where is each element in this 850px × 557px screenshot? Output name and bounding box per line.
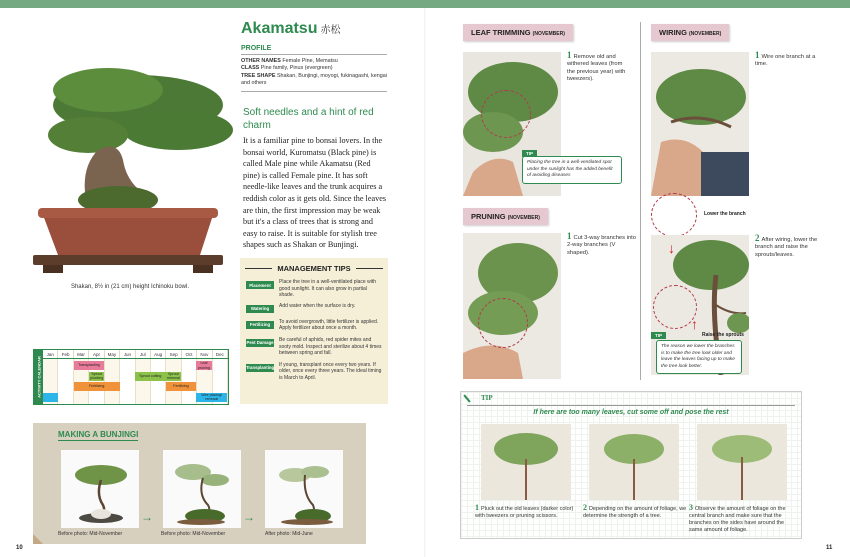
section-title: LEAF TRIMMING xyxy=(471,28,531,37)
step-number: 3 xyxy=(689,503,693,512)
calendar-bar: Sprout plucking xyxy=(90,371,104,380)
tip-text: If young, transplant once every two years. If older, once every three years. The ideal timing is March to April. xyxy=(279,361,382,381)
step-number: 2 xyxy=(755,233,760,243)
pruning-step-1 xyxy=(567,233,637,257)
tip-row-watering xyxy=(246,303,382,313)
calendar-month-column xyxy=(58,359,73,404)
tip-text: To avoid overgrowth, little fertilizer is applied. Apply fertilizer about once a month. xyxy=(279,318,379,332)
step-text: Pluck out the old leaves (darker color) with tweezers or pruning scissors. xyxy=(475,506,574,519)
body-paragraph: It is a familiar pine to bonsai lovers. In the bonsai world, Kuromatsu (Black pine) is called Male pine while Akamatsu (Red pine) is called Female pine. It has soft needle-like leaves and the trunk acquires a reddish color as it gets old. Since the leaves are thin, the first impression may be weak but it's a class of trees that is strong and easy to raise. It is suitable for stylish tree shapes such as Shakan or Bunjingi. xyxy=(243,136,387,250)
section-month: (NOVEMBER) xyxy=(532,31,565,37)
wiring-step-1 xyxy=(755,52,820,69)
highlight-circle xyxy=(478,298,528,348)
top-color-band xyxy=(0,0,850,8)
calendar-month-header: Apr xyxy=(89,350,104,358)
calendar-month-header: May xyxy=(105,350,120,358)
main-photo-caption: Shakan, 8½ in (21 cm) height Ichinoku bowl. xyxy=(70,284,190,290)
bunjingi-photo-1 xyxy=(61,450,139,528)
arrow-up-icon: ↑ xyxy=(691,316,698,332)
calendar-month-header: Nov xyxy=(197,350,212,358)
tip-text: Be careful of aphids, red spider mites and sooty mold. Inspect and sterilize about 4 times between spring and fall. xyxy=(279,336,382,357)
leaf-trimming-header xyxy=(463,24,573,41)
tip-badge: Pest Damage xyxy=(246,340,274,346)
section-month: (NOVEMBER) xyxy=(689,31,722,37)
calendar-bar: Sprout removal xyxy=(166,371,180,380)
tip-row-pest-damage xyxy=(246,337,382,357)
calendar-month-column xyxy=(151,359,166,404)
wiring-step-2 xyxy=(755,235,820,259)
title-text: Akamatsu xyxy=(241,20,318,37)
calendar-bar: Wire placing/ removal xyxy=(196,393,227,402)
calendar-bar: Leaf pruning xyxy=(197,361,210,370)
calendar-month-header: Jul xyxy=(136,350,151,358)
page-title xyxy=(241,20,387,38)
tip-photo-3 xyxy=(697,424,787,500)
section-title: WIRING xyxy=(659,28,687,37)
bunjingi-caption-1: Before photo: Mid-November xyxy=(58,531,123,537)
calendar-grid xyxy=(43,350,228,404)
step-number: 1 xyxy=(475,503,479,512)
tip-badge: Watering xyxy=(246,305,274,313)
book-gutter xyxy=(424,8,426,557)
bunjingi-caption-3: After photo: Mid-June xyxy=(265,531,313,537)
profile-label: PROFILE xyxy=(241,45,387,55)
calendar-bar: Transplanting xyxy=(74,361,105,370)
arrow-right-icon: → xyxy=(141,510,153,524)
profile-block xyxy=(241,20,387,92)
calendar-month-header: Jan xyxy=(43,350,58,358)
step-number: 1 xyxy=(755,50,760,60)
tip-step-1 xyxy=(475,504,580,520)
step-text: Depending on the amount of foliage, we determine the strength of a tree. xyxy=(583,506,687,519)
profile-value: Pine family, Pinus (evergreen) xyxy=(260,65,333,72)
calendar-bar: Fertilizing xyxy=(166,382,197,391)
tip-section xyxy=(460,391,802,539)
calendar-month-column xyxy=(136,359,151,404)
tip-row-transplanting xyxy=(246,362,382,382)
calendar-bar xyxy=(43,393,58,402)
section-title: PRUNING xyxy=(471,212,506,221)
calendar-month-header: Oct xyxy=(182,350,197,358)
step-number: 1 xyxy=(567,50,572,60)
section-month: (NOVEMBER) xyxy=(507,215,540,221)
activity-calendar xyxy=(33,349,229,405)
step-text: Observe the amount of foliage on the central branch and make sure that the branches on the sides have around the same amount of foliage. xyxy=(689,506,786,533)
management-tips-title: MANAGEMENT TIPS xyxy=(240,264,388,273)
calendar-month-header: Dec xyxy=(213,350,228,358)
annotation-lower-branch: Lower the branch xyxy=(704,211,746,217)
step-number: 2 xyxy=(583,503,587,512)
wiring-tip: The reason we lower the branches is to make the tree look older and leave the leaves facing up to make the tree look better. xyxy=(656,340,742,374)
calendar-side-text: ACTIVITY CALENDAR xyxy=(36,356,41,398)
calendar-month-header: Feb xyxy=(58,350,73,358)
making-bunjingi-box xyxy=(33,423,366,544)
tip-section-label: TIP xyxy=(481,394,493,402)
management-tips-box xyxy=(240,258,388,404)
profile-key: CLASS xyxy=(241,65,260,72)
calendar-bar: Fertilizing xyxy=(74,382,120,391)
wiring-photo-1 xyxy=(651,52,749,196)
tip-badge: Fertilizing xyxy=(246,321,274,329)
pencil-icon xyxy=(463,394,470,402)
profile-key: OTHER NAMES xyxy=(241,58,281,64)
leaf-trimming-step-1 xyxy=(567,52,632,84)
calendar-months xyxy=(43,350,228,359)
profile-details xyxy=(241,58,387,92)
tip-row-fertilizing xyxy=(246,319,382,332)
tip-photo-1 xyxy=(481,424,571,500)
page-number-left: 10 xyxy=(16,545,23,551)
title-kanji: 赤松 xyxy=(320,25,341,36)
tip-badge: Transplanting xyxy=(246,365,275,371)
tip-step-3 xyxy=(689,504,794,534)
bunjingi-title: MAKING A BUNJINGI xyxy=(58,430,139,439)
highlight-circle xyxy=(481,90,531,138)
profile-line xyxy=(241,65,387,72)
bonsai-photo-main xyxy=(28,50,238,275)
profile-key: TREE SHAPE xyxy=(241,72,276,79)
calendar-bar: Sprout cutting xyxy=(135,372,166,381)
tip-section-subtitle: If here are too many leaves, cut some off and pose the rest xyxy=(533,409,729,416)
profile-value: Female Pine, Mematsu xyxy=(282,58,338,64)
wiring-header xyxy=(651,24,729,41)
step-number: 1 xyxy=(567,231,572,241)
profile-line xyxy=(241,73,387,88)
tip-text: Place the tree in a well-ventilated place with good sunlight. It can also grow in partial shade. xyxy=(279,279,376,299)
annotation-raise-sprouts: Raise the sprouts xyxy=(702,332,744,338)
page-corner-fold xyxy=(33,534,43,544)
calendar-month-header: Jun xyxy=(120,350,135,358)
tip-tab: TIP xyxy=(522,150,537,157)
tip-row-placement xyxy=(246,279,382,299)
column-divider xyxy=(640,22,641,380)
page-number-right: 11 xyxy=(826,545,833,551)
tip-photo-2 xyxy=(589,424,679,500)
pruning-header xyxy=(463,208,548,225)
step-text: Wire one branch at a time. xyxy=(755,54,816,68)
step-text: After wiring, lower the branch and raise the sprouts/leaves. xyxy=(755,237,818,258)
step-text: Cut 3-way branches into 2-way branches (V shaped). xyxy=(567,235,637,256)
calendar-month-header: Sep xyxy=(166,350,181,358)
calendar-month-header: Mar xyxy=(74,350,89,358)
divider xyxy=(467,405,795,406)
highlight-circle xyxy=(651,193,697,237)
calendar-month-header: Aug xyxy=(151,350,166,358)
profile-line xyxy=(241,58,387,65)
calendar-month-column xyxy=(120,359,135,404)
arrow-right-icon: → xyxy=(243,510,255,524)
profile-value: Shakan, Bunjingi, moyogi, fukinagashi, kengai and others xyxy=(241,72,387,87)
tip-badge: Placement xyxy=(246,281,274,289)
bunjingi-photo-3 xyxy=(265,450,343,528)
bunjingi-photo-2 xyxy=(163,450,241,528)
tip-tab: TIP xyxy=(651,332,666,339)
tip-step-2 xyxy=(583,504,688,520)
leaf-trimming-tip: Placing the tree in a well-ventilated spot under the sunlight has the added benefit of avoiding diseases xyxy=(522,156,622,184)
arrow-down-icon: ↓ xyxy=(668,240,675,256)
step-text: Remove old and withered leaves (from the previous year) with tweezers). xyxy=(567,54,626,83)
section-subtitle: Soft needles and a hint of red charm xyxy=(243,107,374,131)
calendar-side-label xyxy=(34,350,43,404)
tip-text: Add water when the surface is dry. xyxy=(279,302,356,309)
bunjingi-caption-2: Before photo: Mid-November xyxy=(161,531,226,537)
